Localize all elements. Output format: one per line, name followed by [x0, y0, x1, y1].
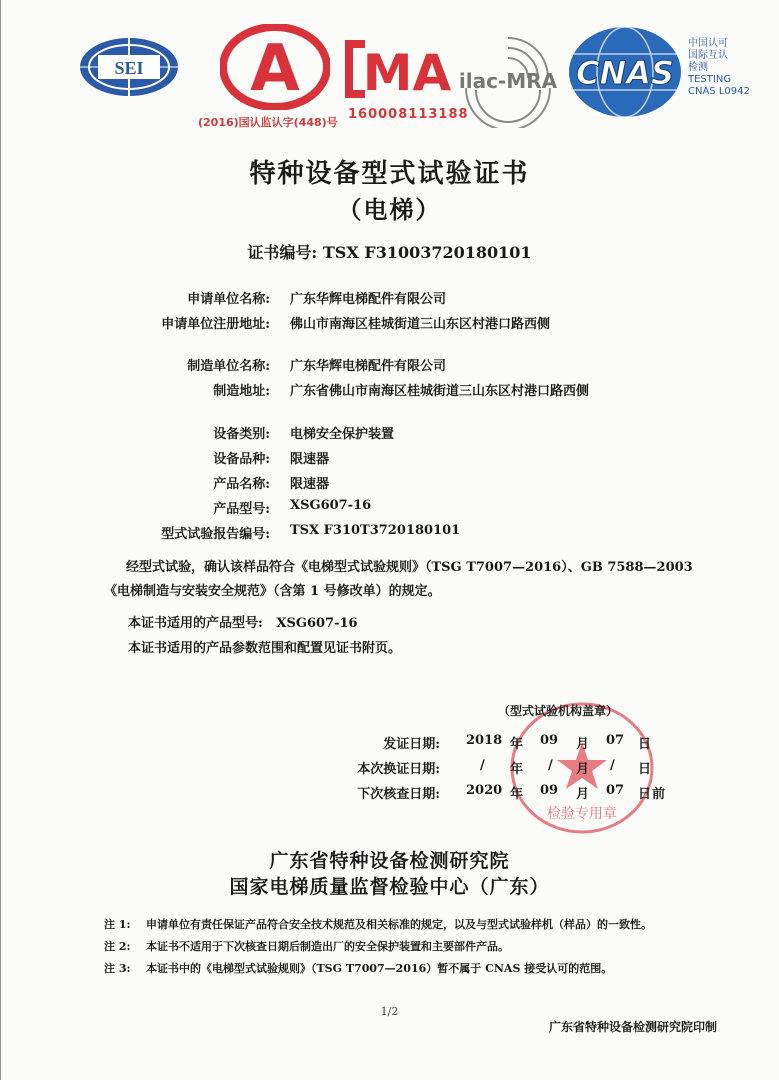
note-number: 注 1: — [104, 918, 131, 931]
page-number: 1/2 — [380, 1005, 399, 1018]
cnas-line-4: TESTING — [688, 74, 732, 85]
applicable-model-value: XSG607-16 — [276, 616, 358, 631]
cnas-line-1: 中国认可 — [688, 38, 728, 49]
cnas-line-5: CNAS L0942 — [688, 86, 750, 97]
statement-line-1: 经型式试验，确认该样品符合《电梯型式试验规则》（TSG T7007—2016）、GB 7588—2003 — [126, 560, 693, 575]
date-month-unit: 月 — [576, 762, 590, 777]
field-label: 产品名称: — [213, 477, 270, 492]
date-month: 09 — [540, 733, 559, 748]
field-value: 限速器 — [290, 477, 330, 492]
applicable-model-label: 本证书适用的产品型号: — [128, 616, 263, 631]
certificate-title: 特种设备型式试验证书 — [249, 159, 530, 189]
field-equipment-variety — [100, 448, 740, 472]
field-value: 佛山市南海区桂城街道三山东区村港口路西侧 — [290, 317, 551, 332]
logo-row — [0, 0, 779, 140]
field-value: 电梯安全保护装置 — [290, 427, 395, 442]
date-month-unit: 月 — [576, 737, 590, 752]
sei-logo — [78, 36, 180, 98]
sei-logo-text: SEI — [114, 58, 144, 78]
applicable-scope: 本证书适用的产品参数范围和配置见证书附页。 — [128, 641, 402, 656]
seal-text: 检验专用章 — [547, 806, 617, 822]
date-before-unit: 前 — [652, 787, 666, 802]
field-label: 型式试验报告编号: — [161, 527, 270, 542]
date-day: 07 — [606, 783, 625, 798]
field-applicant-address — [100, 313, 740, 337]
date-day: / — [610, 758, 615, 773]
cnas-logo — [566, 24, 684, 120]
date-day-unit: 日 — [638, 787, 652, 802]
date-label: 本次换证日期: — [357, 762, 440, 777]
printer-label: 广东省特种设备检测研究院印制 — [548, 1020, 717, 1034]
field-report-number — [100, 523, 740, 547]
applicable-model — [128, 612, 708, 636]
note-2 — [104, 938, 509, 954]
field-manufacturer-name — [100, 355, 740, 379]
date-day-unit: 日 — [638, 737, 652, 752]
cal-caption: (2016)国认监认字(448)号 — [198, 116, 338, 129]
cma-caption: 160008113188 — [348, 107, 469, 122]
date-month: 09 — [540, 783, 559, 798]
date-renewal — [300, 758, 680, 780]
cal-logo — [220, 24, 330, 110]
field-value: 限速器 — [290, 452, 330, 467]
date-day: 07 — [606, 733, 625, 748]
field-label: 申请单位名称: — [187, 292, 270, 307]
date-year: 2018 — [466, 733, 503, 748]
certificate-subtitle: （电梯） — [337, 195, 442, 224]
date-day-unit: 日 — [638, 762, 652, 777]
ilac-mra-text: ilac-MRA — [458, 69, 558, 93]
note-number: 注 3: — [104, 962, 131, 975]
field-value: 广东华辉电梯配件有限公司 — [290, 292, 447, 307]
field-value: 广东华辉电梯配件有限公司 — [290, 359, 447, 374]
issuing-org-line-2: 国家电梯质量监督检验中心（广东） — [229, 876, 550, 898]
note-text: 本证书不适用于下次核查日期后制造出厂的安全保护装置和主要部件产品。 — [146, 940, 509, 953]
field-equipment-category — [100, 423, 740, 447]
certificate-number: 证书编号: TSX F31003720180101 — [247, 243, 532, 262]
date-label: 下次核查日期: — [357, 787, 440, 802]
cal-logo-text: A — [250, 32, 300, 106]
date-month-unit: 月 — [576, 787, 590, 802]
cnas-line-2: 国际互认 — [688, 50, 728, 61]
date-year-unit: 年 — [510, 787, 524, 802]
cnas-logo-text: CNAS — [575, 54, 675, 92]
note-text: 申请单位有责任保证产品符合安全技术规范及相关标准的规定，以及与型式试验样机（样品）的一致性。 — [146, 918, 652, 931]
field-label: 设备品种: — [213, 452, 270, 467]
field-label: 设备类别: — [213, 427, 270, 442]
field-product-name — [100, 473, 740, 497]
note-1 — [104, 916, 652, 932]
field-label: 申请单位注册地址: — [161, 317, 270, 332]
cma-logo — [345, 38, 465, 100]
date-issue — [300, 733, 680, 755]
field-applicant-name — [100, 288, 740, 312]
field-manufacturer-address — [100, 380, 740, 404]
cma-logo-text: MA — [362, 44, 452, 100]
field-label: 制造地址: — [213, 384, 270, 399]
note-text: 本证书中的《电梯型式试验规则》（TSG T7007—2016）暂不属于 CNAS 接受认可的范围。 — [146, 962, 613, 975]
date-label: 发证日期: — [383, 737, 440, 752]
cnas-line-3: 检测 — [688, 62, 708, 73]
date-next-check — [300, 783, 680, 805]
field-label: 制造单位名称: — [187, 359, 270, 374]
date-year-unit: 年 — [510, 762, 524, 777]
issuing-org-line-1: 广东省特种设备检测研究院 — [269, 850, 510, 872]
ilac-mra-logo — [452, 28, 564, 128]
date-year-unit: 年 — [510, 737, 524, 752]
note-number: 注 2: — [104, 940, 131, 953]
seal-caption: （型式试验机构盖章） — [498, 704, 619, 718]
field-value: TSX F310T3720180101 — [290, 523, 461, 538]
field-label: 产品型号: — [213, 502, 270, 517]
statement-line-2: 《电梯制造与安装安全规范》（含第 1 号修改单）的规定。 — [104, 584, 441, 599]
date-year: 2020 — [466, 783, 503, 798]
cnas-info — [688, 38, 768, 98]
field-value: 广东省佛山市南海区桂城街道三山东区村港口路西侧 — [290, 384, 590, 399]
date-year: / — [480, 758, 485, 773]
note-3 — [104, 960, 612, 976]
field-value: XSG607-16 — [290, 498, 372, 513]
field-product-model — [100, 498, 740, 522]
date-month: / — [548, 758, 553, 773]
